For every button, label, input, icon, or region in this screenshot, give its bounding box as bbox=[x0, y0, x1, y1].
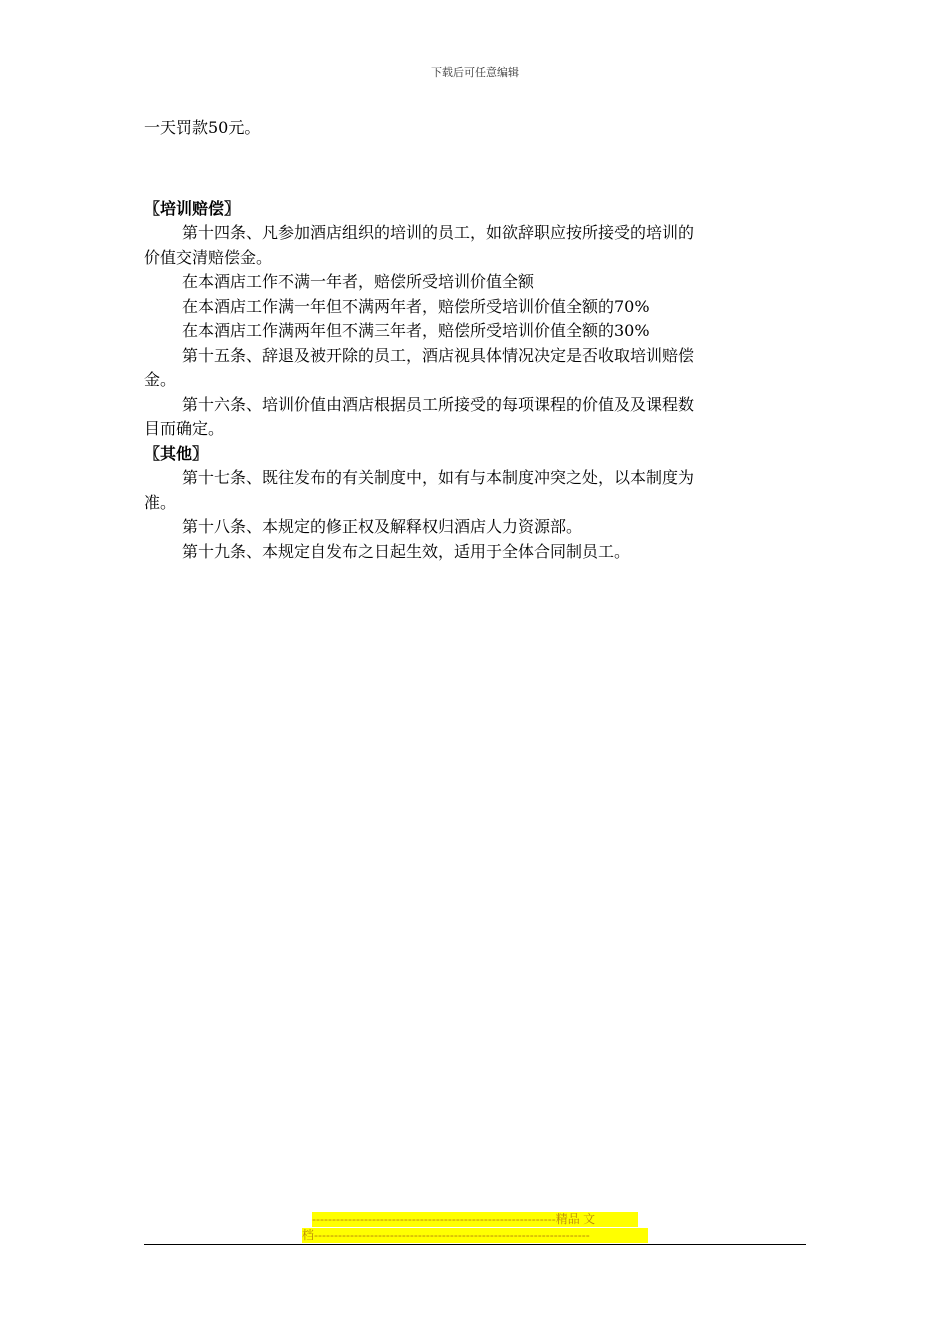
article-18: 第十八条、本规定的修正权及解释权归酒店人力资源部。 bbox=[182, 517, 583, 536]
compensation-item-3: 在本酒店工作满两年但不满三年者，赔偿所受培训价值全额的30% bbox=[182, 321, 650, 340]
article-14-line-2: 价值交清赔偿金。 bbox=[144, 247, 273, 267]
compensation-item-2: 在本酒店工作满一年但不满两年者，赔偿所受培训价值全额的70% bbox=[182, 296, 650, 316]
article-17-line-2: 准。 bbox=[144, 492, 177, 512]
article-16-line-1: 第十六条、培训价值由酒店根据员工所接受的每项课程的价值及及课程数 bbox=[182, 394, 695, 414]
compensation-item-1: 在本酒店工作不满一年者，赔偿所受培训价值全额 bbox=[182, 272, 535, 291]
footer-highlight-line-2: 档--------------------------------------------------------------------- bbox=[302, 1228, 648, 1243]
section-heading-other: 〖其他〗 bbox=[144, 443, 209, 463]
article-17-line-1: 第十七条、既往发布的有关制度中，如有与本制度冲突之处，以本制度为 bbox=[182, 468, 695, 487]
footer-highlight-line-1: -------------------------------------------------------------精品 文 bbox=[312, 1212, 638, 1227]
section-heading-training: 〖培训赔偿〗 bbox=[144, 198, 241, 218]
carryover-text: 一天罚款50元。 bbox=[144, 118, 261, 137]
article-15-line-2: 金。 bbox=[144, 370, 177, 389]
article-16-line-2: 目而确定。 bbox=[144, 419, 225, 438]
page-header-note: 下载后可任意编辑 bbox=[431, 66, 519, 79]
article-15-line-1: 第十五条、辞退及被开除的员工，酒店视具体情况决定是否收取培训赔偿 bbox=[182, 345, 695, 365]
paragraph-gap bbox=[144, 141, 804, 197]
article-19: 第十九条、本规定自发布之日起生效，适用于全体合同制员工。 bbox=[182, 541, 631, 561]
footer-divider bbox=[144, 1244, 806, 1245]
article-14-line-1: 第十四条、凡参加酒店组织的培训的员工，如欲辞职应按所接受的培训的 bbox=[182, 223, 695, 242]
document-body bbox=[144, 116, 804, 564]
